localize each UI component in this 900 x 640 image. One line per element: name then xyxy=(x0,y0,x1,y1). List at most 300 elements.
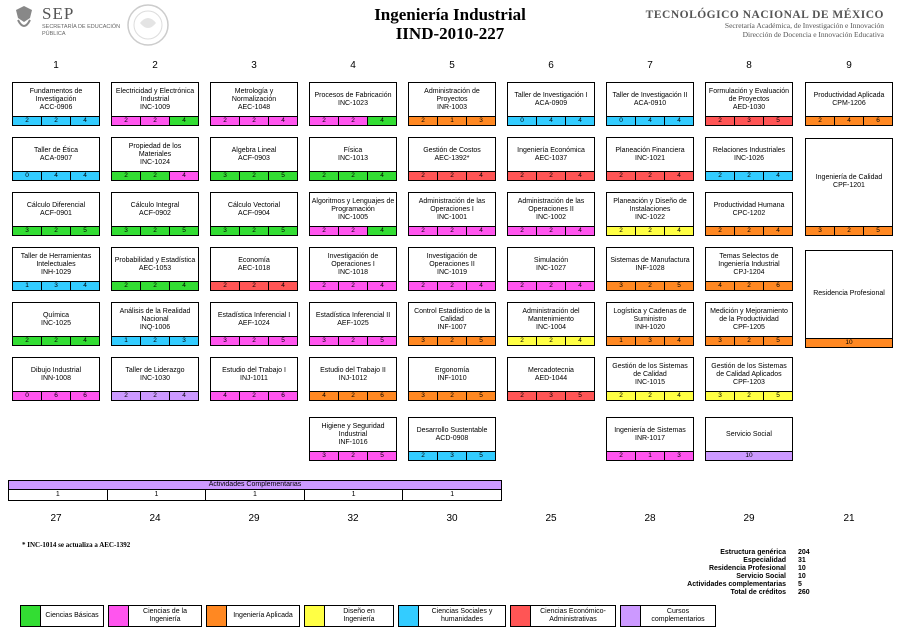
credit-value: 2 xyxy=(508,227,537,235)
course-card xyxy=(705,82,793,126)
course-name: Estadística Inferencial I AEF-1024 xyxy=(217,312,291,327)
semester-total: 32 xyxy=(347,513,359,524)
course-credits xyxy=(508,336,594,345)
course-name: Desarrollo Sustentable ACD-0908 xyxy=(416,427,488,442)
credit-value: 2 xyxy=(409,172,438,180)
course-card xyxy=(210,82,298,126)
course-card xyxy=(210,137,298,181)
credit-value: 2 xyxy=(706,172,735,180)
semester-total: 24 xyxy=(149,513,161,524)
course-card xyxy=(805,138,893,236)
credit-value: 3 xyxy=(112,227,141,235)
credit-value: 2 xyxy=(310,172,339,180)
credit-value: 5 xyxy=(479,392,483,399)
credit-value: 2 xyxy=(706,227,735,235)
course-card xyxy=(12,357,100,401)
credit-value: 3 xyxy=(310,337,339,345)
credit-value: 3 xyxy=(42,282,71,290)
semester-total: 29 xyxy=(743,513,755,524)
credit-value: 2 xyxy=(537,282,566,290)
credit-value: 3 xyxy=(479,117,483,124)
credit-value: 0 xyxy=(13,392,42,400)
course-name: Metrología y Normalización AEC-1048 xyxy=(231,88,277,111)
course-card xyxy=(210,357,298,401)
credit-value: 3 xyxy=(735,117,764,125)
credit-value: 2 xyxy=(735,282,764,290)
credit-value: 2 xyxy=(636,172,665,180)
credit-value: 2 xyxy=(42,117,71,125)
credit-value: 3 xyxy=(537,392,566,400)
course-credits xyxy=(706,281,792,290)
summary-row xyxy=(640,557,830,565)
credit-value: 10 xyxy=(745,452,753,459)
course-name: Ergonomía INF-1010 xyxy=(434,367,470,382)
course-credits xyxy=(607,226,693,235)
course-card xyxy=(507,357,595,401)
credit-value: 2 xyxy=(339,337,368,345)
course-card xyxy=(111,82,199,126)
course-card xyxy=(309,247,397,291)
course-credits xyxy=(806,226,892,235)
course-credits xyxy=(607,336,693,345)
credit-value: 4 xyxy=(479,172,483,179)
course-name: Taller de Investigación I ACA-0909 xyxy=(514,92,588,107)
activity-credit: 1 xyxy=(108,490,207,500)
course-name: Servicio Social xyxy=(726,431,772,438)
credit-value: 2 xyxy=(508,282,537,290)
credit-value: 4 xyxy=(578,172,582,179)
course-name: Residencia Profesional xyxy=(813,290,885,297)
credit-value: 0 xyxy=(508,117,537,125)
credit-value: 3 xyxy=(211,227,240,235)
credit-value: 2 xyxy=(240,172,269,180)
legend-swatch xyxy=(109,606,129,626)
course-card xyxy=(12,82,100,126)
course-name: Administración del Mantenimiento INC-1004 xyxy=(522,308,580,331)
credit-value: 2 xyxy=(42,337,71,345)
summary-row xyxy=(640,549,830,557)
credit-value: 4 xyxy=(170,117,198,125)
course-credits xyxy=(706,336,792,345)
course-name: Probabilidad y Estadística AEC-1053 xyxy=(114,257,196,272)
credit-value: 2 xyxy=(141,117,170,125)
credit-value: 4 xyxy=(677,337,681,344)
legend-item xyxy=(620,605,716,627)
credit-value: 6 xyxy=(281,392,285,399)
course-credits xyxy=(310,226,396,235)
credit-value: 4 xyxy=(170,172,198,180)
credit-value: 2 xyxy=(438,227,467,235)
sep-subtitle: SECRETARÍA DE EDUCACIÓN PÚBLICA xyxy=(42,24,121,37)
course-name: Procesos de Fabricación INC-1023 xyxy=(314,92,392,107)
course-credits xyxy=(508,391,594,400)
credit-value: 2 xyxy=(409,282,438,290)
course-name: Taller de Herramientas Intelectuales INH-1029 xyxy=(20,253,92,276)
semester-number: 4 xyxy=(350,60,356,71)
semester-total: 29 xyxy=(248,513,260,524)
course-name: Economía AEC-1018 xyxy=(237,257,271,272)
credit-value: 2 xyxy=(211,117,240,125)
credit-value: 2 xyxy=(537,337,566,345)
tecnm-name: TECNOLÓGICO NACIONAL DE MÉXICO xyxy=(645,9,884,21)
credit-value: 3 xyxy=(636,337,665,345)
credit-value: 2 xyxy=(339,227,368,235)
course-credits xyxy=(112,116,198,125)
credit-value: 5 xyxy=(281,172,285,179)
course-credits xyxy=(310,451,396,460)
credit-value: 6 xyxy=(83,392,87,399)
course-name: Estudio del Trabajo II INJ-1012 xyxy=(320,367,386,382)
course-credits xyxy=(112,226,198,235)
credit-value: 2 xyxy=(240,117,269,125)
credit-value: 2 xyxy=(835,227,864,235)
credit-value: 2 xyxy=(112,282,141,290)
course-name: Higiene y Seguridad Industrial INF-1016 xyxy=(321,423,385,446)
course-credits xyxy=(706,451,792,460)
legend-label: Ciencias Básicas xyxy=(45,612,99,619)
credit-value: 2 xyxy=(706,117,735,125)
course-credits xyxy=(409,336,495,345)
course-credits xyxy=(607,281,693,290)
course-card xyxy=(408,302,496,346)
credit-value: 4 xyxy=(776,172,780,179)
legend-label: Ciencias Económico-Administrativas xyxy=(540,608,606,623)
credit-value: 6 xyxy=(776,282,780,289)
course-card xyxy=(408,82,496,126)
activity-credit: 1 xyxy=(305,490,404,500)
course-name: Taller de Investigación II ACA-0910 xyxy=(612,92,688,107)
credit-value: 2 xyxy=(735,227,764,235)
activities-credits xyxy=(8,490,502,501)
course-name: Investigación de Operaciones I INC-1018 xyxy=(327,253,379,276)
course-card xyxy=(408,247,496,291)
course-name: Electricidad y Electrónica Industrial INC-1009 xyxy=(115,88,195,111)
credit-value: 4 xyxy=(706,282,735,290)
course-card xyxy=(507,82,595,126)
legend-swatch xyxy=(21,606,41,626)
summary-row xyxy=(640,589,830,597)
course-card xyxy=(309,357,397,401)
course-credits xyxy=(211,281,297,290)
legend-label: Ingeniería Aplicada xyxy=(233,612,293,619)
course-card xyxy=(705,192,793,236)
credit-value: 4 xyxy=(677,117,681,124)
semester-number: 8 xyxy=(746,60,752,71)
credit-value: 2 xyxy=(339,172,368,180)
credit-value: 2 xyxy=(339,282,368,290)
credit-value: 4 xyxy=(479,227,483,234)
credit-value: 5 xyxy=(182,227,186,234)
course-credits xyxy=(508,116,594,125)
course-card xyxy=(606,192,694,236)
legend-item xyxy=(304,605,394,627)
course-name: Mercadotecnia AED-1044 xyxy=(528,367,574,382)
course-name: Cálculo Integral ACF-0902 xyxy=(130,202,180,217)
credit-value: 3 xyxy=(706,392,735,400)
course-card xyxy=(111,137,199,181)
credit-value: 2 xyxy=(141,282,170,290)
sep-name: SEP xyxy=(42,4,75,23)
semester-number: 9 xyxy=(846,60,852,71)
course-name: Productividad Humana CPC-1202 xyxy=(713,202,785,217)
credit-value: 3 xyxy=(409,392,438,400)
credit-value: 2 xyxy=(13,117,42,125)
course-card xyxy=(507,302,595,346)
course-credits xyxy=(310,281,396,290)
course-name: Relaciones Industriales INC-1026 xyxy=(712,147,786,162)
credit-value: 2 xyxy=(636,227,665,235)
credit-value: 2 xyxy=(508,172,537,180)
eagle-emblem-icon xyxy=(12,4,36,34)
credit-value: 2 xyxy=(607,172,636,180)
credit-value: 2 xyxy=(339,452,368,460)
course-card xyxy=(111,357,199,401)
course-card xyxy=(309,82,397,126)
credit-value: 3 xyxy=(182,337,186,344)
credit-value: 4 xyxy=(380,172,384,179)
course-name: Análisis de la Realidad Nacional INQ-1006 xyxy=(119,308,191,331)
course-credits xyxy=(706,226,792,235)
course-credits xyxy=(508,281,594,290)
legend-item xyxy=(398,605,506,627)
plan-code: IIND-2010-227 xyxy=(395,24,505,43)
credit-value: 2 xyxy=(409,227,438,235)
course-card xyxy=(507,137,595,181)
credit-value: 3 xyxy=(310,452,339,460)
course-card xyxy=(606,302,694,346)
course-name: Planeación Financiera INC-1021 xyxy=(615,147,685,162)
page-title xyxy=(300,5,600,43)
credit-value: 2 xyxy=(438,282,467,290)
credit-value: 1 xyxy=(607,337,636,345)
credit-value: 2 xyxy=(112,172,141,180)
course-card xyxy=(210,247,298,291)
course-credits xyxy=(706,116,792,125)
course-card xyxy=(606,82,694,126)
credit-value: 2 xyxy=(409,452,438,460)
legend-label: Ciencias de la Ingeniería xyxy=(143,608,187,623)
course-card xyxy=(408,137,496,181)
course-card xyxy=(805,250,893,348)
credit-value: 4 xyxy=(479,282,483,289)
course-name: Logística y Cadenas de Suministro INH-1020 xyxy=(613,308,687,331)
credit-value: 4 xyxy=(578,337,582,344)
course-credits xyxy=(310,391,396,400)
credit-value: 2 xyxy=(112,117,141,125)
credit-value: 2 xyxy=(339,117,368,125)
credit-value: 4 xyxy=(636,117,665,125)
credit-value: 4 xyxy=(776,227,780,234)
credit-value: 0 xyxy=(13,172,42,180)
course-credits xyxy=(607,171,693,180)
course-credits xyxy=(607,451,693,460)
course-name: Taller de Ética ACA-0907 xyxy=(34,147,78,162)
course-name: Taller de Liderazgo INC-1030 xyxy=(125,367,185,382)
legend-label: Diseño en Ingeniería xyxy=(343,608,375,623)
credit-value: 2 xyxy=(112,392,141,400)
credit-value: 4 xyxy=(281,282,285,289)
course-name: Estudio del Trabajo I INJ-1011 xyxy=(222,367,286,382)
course-credits xyxy=(409,116,495,125)
course-card xyxy=(805,82,893,126)
credit-value: 1 xyxy=(438,117,467,125)
semester-number: 6 xyxy=(548,60,554,71)
credit-value: 2 xyxy=(636,392,665,400)
credit-value: 2 xyxy=(607,452,636,460)
credit-value: 4 xyxy=(537,117,566,125)
course-card xyxy=(606,137,694,181)
credit-value: 4 xyxy=(83,337,87,344)
course-card xyxy=(309,192,397,236)
credit-value: 2 xyxy=(240,227,269,235)
legend-swatch xyxy=(621,606,641,626)
course-card xyxy=(705,247,793,291)
summary-label: Total de créditos xyxy=(730,589,786,596)
course-credits xyxy=(310,116,396,125)
legend-item xyxy=(206,605,300,627)
credit-value: 5 xyxy=(479,452,483,459)
credit-value: 5 xyxy=(380,337,384,344)
credit-value: 4 xyxy=(83,117,87,124)
course-credits xyxy=(409,281,495,290)
course-name: Productividad Aplicada CPM-1206 xyxy=(813,92,885,107)
course-credits xyxy=(112,171,198,180)
credit-value: 5 xyxy=(380,452,384,459)
course-name: Estadística Inferencial II AEF-1025 xyxy=(315,312,391,327)
course-card xyxy=(309,302,397,346)
credit-value: 2 xyxy=(141,227,170,235)
credit-value: 5 xyxy=(281,227,285,234)
course-credits xyxy=(310,171,396,180)
course-credits xyxy=(211,391,297,400)
credit-value: 5 xyxy=(479,337,483,344)
course-name: Ingeniería de Calidad CPF-1201 xyxy=(815,174,883,189)
credit-value: 6 xyxy=(380,392,384,399)
credit-value: 4 xyxy=(368,227,396,235)
summary-label: Servicio Social xyxy=(736,573,786,580)
credit-value: 4 xyxy=(578,282,582,289)
semester-number: 1 xyxy=(53,60,59,71)
credit-value: 4 xyxy=(281,117,285,124)
credit-value: 4 xyxy=(835,117,864,125)
credit-value: 4 xyxy=(211,392,240,400)
course-credits xyxy=(13,116,99,125)
credit-value: 2 xyxy=(735,337,764,345)
credit-value: 1 xyxy=(112,337,141,345)
credit-value: 2 xyxy=(42,227,71,235)
semester-total: 28 xyxy=(644,513,656,524)
footnote: * INC-1014 se actualiza a AEC-1392 xyxy=(22,541,131,549)
credit-value: 2 xyxy=(13,337,42,345)
legend-item xyxy=(20,605,104,627)
credit-value: 6 xyxy=(42,392,71,400)
course-card xyxy=(12,247,100,291)
credit-value: 5 xyxy=(578,392,582,399)
credit-value: 2 xyxy=(240,392,269,400)
course-credits xyxy=(508,226,594,235)
course-card xyxy=(12,192,100,236)
tecnm-sub2: Dirección de Docencia e Innovación Educativa xyxy=(742,30,884,39)
legend-label: Ciencias Sociales y humanidades xyxy=(431,608,493,623)
legend-swatch xyxy=(305,606,325,626)
credit-value: 2 xyxy=(508,392,537,400)
credit-value: 4 xyxy=(578,227,582,234)
course-name: Física INC-1013 xyxy=(338,147,368,162)
course-credits xyxy=(607,391,693,400)
credit-value: 2 xyxy=(607,392,636,400)
credit-value: 5 xyxy=(281,337,285,344)
summary-value: 10 xyxy=(798,573,806,580)
course-name: Fundamentos de Investigación ACC-0906 xyxy=(29,88,83,111)
summary-label: Residencia Profesional xyxy=(708,565,786,572)
course-name: Planeación y Diseño de Instalaciones INC-1022 xyxy=(613,198,687,221)
course-name: Cálculo Diferencial ACF-0901 xyxy=(26,202,86,217)
course-credits xyxy=(706,171,792,180)
course-card xyxy=(606,247,694,291)
credit-value: 3 xyxy=(438,452,467,460)
course-credits xyxy=(409,171,495,180)
course-credits xyxy=(13,171,99,180)
course-card xyxy=(309,137,397,181)
course-card xyxy=(111,247,199,291)
activity-credit: 1 xyxy=(9,490,108,500)
credit-value: 1 xyxy=(636,452,665,460)
credit-value: 2 xyxy=(310,117,339,125)
credit-value: 5 xyxy=(876,227,880,234)
summary-row xyxy=(640,581,830,589)
course-card xyxy=(12,137,100,181)
credit-value: 4 xyxy=(677,172,681,179)
course-name: Administración de las Operaciones I INC-1001 xyxy=(418,198,486,221)
activity-credit: 1 xyxy=(206,490,305,500)
credit-value: 2 xyxy=(141,392,170,400)
credit-value: 3 xyxy=(211,337,240,345)
course-card xyxy=(606,357,694,401)
summary-row xyxy=(640,573,830,581)
credit-value: 2 xyxy=(310,227,339,235)
credit-value: 4 xyxy=(182,282,186,289)
course-name: Propiedad de los Materiales INC-1024 xyxy=(128,143,182,166)
course-name: Algoritmos y Lenguajes de Programación INC-1005 xyxy=(311,198,395,221)
course-name: Control Estadístico de la Calidad INF-1007 xyxy=(414,308,490,331)
credit-value: 2 xyxy=(211,282,240,290)
color-legend xyxy=(20,605,716,627)
credit-value: 2 xyxy=(438,392,467,400)
credit-value: 2 xyxy=(438,172,467,180)
credit-summary xyxy=(640,549,830,597)
course-credits xyxy=(409,226,495,235)
course-credits xyxy=(706,391,792,400)
course-name: Cálculo Vectorial ACF-0904 xyxy=(227,202,281,217)
course-name: Química INC-1025 xyxy=(41,312,71,327)
credit-value: 2 xyxy=(735,392,764,400)
course-name: Temas Selectos de Ingeniería Industrial CPJ-1204 xyxy=(718,253,780,276)
course-credits xyxy=(508,171,594,180)
credit-value: 4 xyxy=(42,172,71,180)
course-card xyxy=(111,302,199,346)
course-name: Simulación INC-1027 xyxy=(533,257,569,272)
course-credits xyxy=(806,116,892,125)
course-name: Gestión de los Sistemas de Calidad INC-1015 xyxy=(612,363,688,386)
semester-total: 25 xyxy=(545,513,557,524)
credit-value: 1 xyxy=(13,282,42,290)
course-credits xyxy=(211,171,297,180)
credit-value: 0 xyxy=(607,117,636,125)
legend-item xyxy=(108,605,202,627)
course-credits xyxy=(112,336,198,345)
summary-value: 204 xyxy=(798,549,810,556)
course-credits xyxy=(13,281,99,290)
